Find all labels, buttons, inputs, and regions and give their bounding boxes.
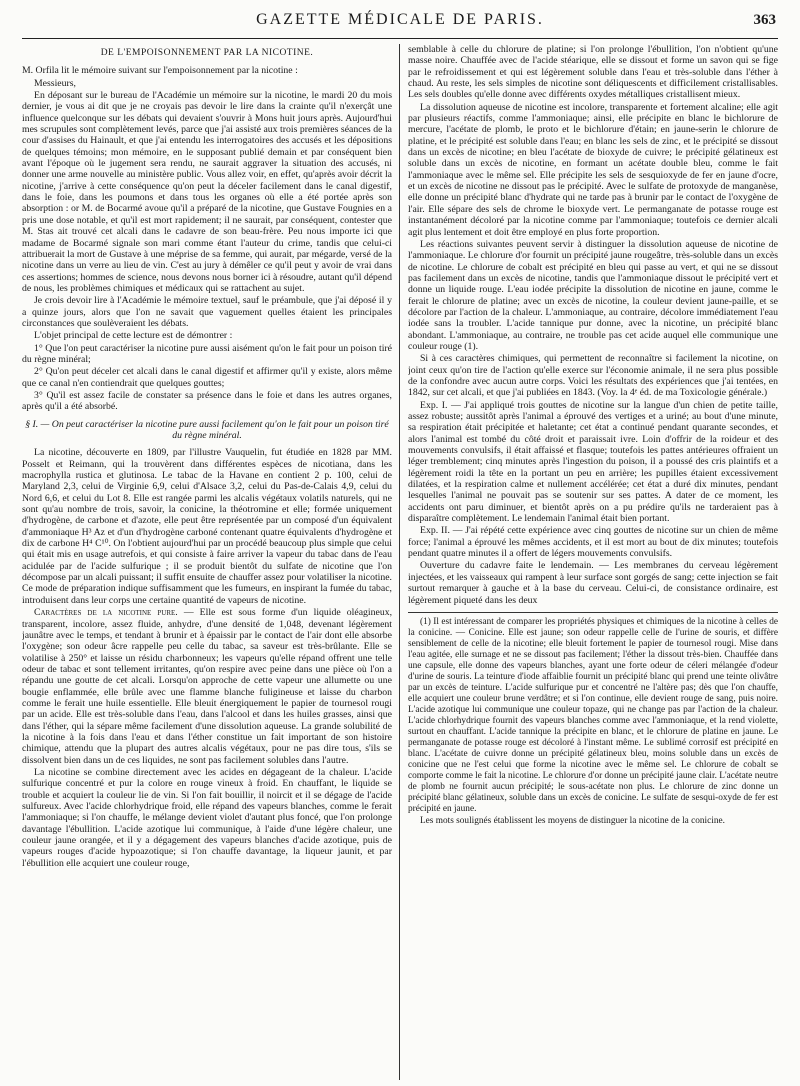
experiment-paragraph: Exp. II. — J'ai répété cette expérience avec cinq gouttes de nicotine sur un chien de même force; l'animal a éprouvé les mêmes accidents, et il est mort au bout de dix minutes; toutefois pendant quatre minutes il a offert de légers mouvements convulsifs. [408,525,778,560]
section-heading: § I. — On peut caractériser la nicotine pure aussi facilement qu'on le fait pour un poison tiré du règne minéral. [25,418,389,441]
footnote: (1) Il est intéressant de comparer les propriétés physiques et chimiques de la nicotine à celles de la conicine. — Conicine. Elle est jaune; son odeur rappelle celle de l'urine de souris, et diffère sensiblement de celle de la nicotine; elle bleuit fortement le papier de tournesol rougi. Mise dans l'eau agitée, elle surnage et ne se dissout pas facilement; l'éther la dissout très-bien. Chauffée dans une capsule, elle donne des vapeurs blanches, ayant une forte odeur de céleri mélangée d'odeur d'urine de souris. La teinture d'iode affaiblie fournit un précipité blanc qui prend une teinte olivâtre par un excès de teinture. L'acide sulfurique pur et concentré ne l'altère pas; dès que l'on chauffe, elle acquiert une couleur brune verdâtre; et si l'on continue, elle devient rouge de sang, puis noire. L'acide azotique lui communique une couleur topaze, qui ne change pas par l'action de la chaleur. L'acide chlorhydrique fournit des vapeurs blanches comme avec l'ammoniaque, et la rend violette, surtout en chauffant. L'acide tannique la précipite en blanc, et le chlorure de platine en jaune. Le permanganate de potasse rouge est décoloré à l'instant même. Le sublimé corrosif est précipité en blanc. L'acétate de cuivre donne un précipité gélatineux bleu, moins soluble dans un excès de conicine que ne l'est celui que forme la nicotine avec le même sel. Le chlorure de cobalt se comporte comme le fait la nicotine. Le chlorure d'or donne un précipité jaune clair. L'acétate neutre de plomb ne fournit aucun précipité; le sous-acétate non plus. Le chlorure de zinc donne un précipité blanc gélatineux, soluble dans un excès de conicine. Le sulfate de sesqui-oxyde de fer est précipité en jaune. [408,616,778,814]
subheading: Caractères de la nicotine pure. [34,607,178,619]
body-paragraph: — Elle est sous forme d'un liquide oléagineux, transparent, incolore, assez fluide, anhydre, d'une densité de 1,048, devenant légèrement jaunâtre avec le temps, et tendant à brunir et à épaissir par le contact de l'air dont elle absorbe l'oxygène; son odeur âcre rappelle peu celle du tabac, sa saveur est très-brûlante. Elle se volatilise à 250° et laisse un résidu charbonneux; les vapeurs qu'elle répand offrent une telle odeur de tabac et sont tellement irritantes, qu'on respire avec peine dans une pièce où l'on a répandu une goutte de cet alcali. Lorsqu'on approche de cette vapeur une allumette ou une bougie enflammée, elle brûle avec une flamme blanche fuligineuse et laisse du charbon comme le ferait une huile essentielle. Elle bleuit énergiquement le papier de tournesol rougi par un acide. Elle est très-soluble dans l'eau, dans l'alcool et dans les huiles grasses, ainsi que dans l'éther, qui la sépare même facilement d'une dissolution aqueuse. La grande solubilité de la nicotine à la fois dans l'eau et dans l'éther constitue un fait important de son histoire chimique, attendu que la plupart des autres alcalis végétaux, pour ne pas dire tous, s'ils se dissolvent bien dans un de ces liquides, ne sont pas facilement solubles dans l'autre. [22,607,392,766]
body-paragraph: semblable à celle du chlorure de platine; si l'on prolonge l'ébullition, l'on n'obtient qu'une masse noire. Chauffée avec de l'acide stéarique, elle se dissout et forme un savon qui se fige par le refroidissement et qui est légèrement soluble dans l'eau et très-soluble dans l'éther à chaud. Au reste, les sels simples de nicotine sont déliquescents et difficilement cristallisables. Les sels doubles qu'elle donne avec différents oxydes métalliques cristallisent mieux. [408,44,778,101]
journal-title: GAZETTE MÉDICALE DE PARIS. [256,11,544,28]
body-paragraph: En déposant sur le bureau de l'Académie un mémoire sur la nicotine, le mardi 20 du mois dernier, je vous ai dit que je ne croyais pas devoir le lire dans la crainte qu'il n'exerçât une influence quelconque sur les débats qui devaient s'ouvrir à Mons huit jours après. Aujourd'hui mes scrupules sont complètement levés, parce que j'ai assisté aux trois premières séances de la cour d'assises du Hainault, et que j'ai entendu les interrogatoires des accusés et les dépositions de quelques témoins; mon mémoire, en le supposant publié demain et par conséquent bien avant l'époque où le jugement sera rendu, ne saurait aggraver la situation des accusés, ni donner une arme nouvelle au ministère public. Vous allez voir, en effet, qu'après avoir décrit la nicotine, j'arrive à cette conséquence qu'on peut la déceler facilement dans le canal digestif, dans le foie, dans les poumons et dans tous les organes où elle a été portée après son absorption : or M. de Bocarmé avoue qu'il a préparé de la nicotine, que Gustave Fougnies en a pris une dose notable, et qu'il est mort rapidement; il ne saurait, par conséquent, contester que M. Stas ait trouvé cet alcali dans le cadavre de son beau-frère. Peu nous importe ici que madame de Bocarmé signale son mari comme étant l'auteur du crime, tandis que celui-ci attribuerait la mort de Gustave à une méprise de sa femme, qui aurait, par mégarde, versé de la nicotine dans un verre au lieu de vin. C'est au jury à démêler ce qu'il peut y avoir de vrai dans ces assertions; hommes de science, nous devons nous borner ici à résoudre, autant qu'il dépend de nous, les problèmes chimiques et médicaux qui se rattachent au sujet. [22,90,392,294]
body-paragraph: La dissolution aqueuse de nicotine est incolore, transparente et fortement alcaline; elle agit par plusieurs réactifs, comme l'ammoniaque; ainsi, elle précipite en blanc le bichlorure de mercure, l'acétate de plomb, le proto et le bichlorure d'étain; en jaune-serin le chlorure de platine, et le précipité est soluble dans l'eau; en blanc les sels de zinc, et le précipité se dissout dans un excès de nicotine; en bleu l'acétate de bioxyde de cuivre; le précipité gélatineux est soluble dans un excès de nicotine, en formant un acétate double bleu, comme le fait l'ammoniaque avec le même sel. Elle précipite les sels de sesquioxyde de fer en jaune d'ocre, et un excès de nicotine ne dissout pas le précipité. Avec le sulfate de protoxyde de manganèse, elle donne un précipité blanc d'hydrate qui ne tarde pas à brunir par le contact de l'oxygène de l'air. Elle sépare des sels de chrome le bioxyde vert. Le permanganate de potasse rouge est instantanément décoloré par la nicotine comme par l'ammoniaque; toutefois ce dernier alcali agit plus lentement et doit être employé en plus forte proportion. [408,101,778,238]
section-title: DE L'EMPOISONNEMENT PAR LA NICOTINE. [100,48,314,58]
page-header [22,8,778,39]
body-paragraph: Ouverture du cadavre faite le lendemain. — Les membranes du cerveau légèrement injectées, et les vaisseaux qui rampent à leur surface sont gorgés de sang; cette injection se fait surtout remarquer à gauche et à la base du cerveau. Celui-ci, de consistance ordinaire, est légèrement piqueté dans les deux [408,560,778,606]
body-paragraph: La nicotine, découverte en 1809, par l'illustre Vauquelin, fut étudiée en 1828 par MM. Posselt et Reimann, qui la trouvèrent dans différentes espèces de nicotiana, dans les macrophylla rustica et glutinosa. Le tabac de la Havane en contient 2 p. 100, celui de Maryland 2,3, celui de Virginie 6,9, celui d'Alsace 3,2, celui du Pas-de-Calais 4,9, celui du Nord 6,6, et celui du Lot 8. Elle est rangée parmi les alcalis végétaux volatils naturels, qui ne sont qu'au nombre de trois, savoir, la conicine, la théotromine et elle; formée uniquement d'hydrogène, de carbone et d'azote, elle peut être représentée par un composé d'un équivalent d'ammoniaque H³ Az et d'un d'hydrogène carboné contenant quatre équivalents d'hydrogène et dix de carbone H⁴ C¹⁰. On l'obtient aujourd'hui par un procédé beaucoup plus simple que celui qui était mis en usage autrefois, et qui consiste à faire arriver la vapeur du tabac dans de l'eau acidulée par de l'acide sulfurique ; il se produit bientôt du sulfate de nicotine que l'on décompose par un alcali puissant; il suffit ensuite de chauffer assez pour volatiliser la nicotine. Ce mode de préparation indique suffisamment que les fumeurs, en inspirant la fumée du tabac, introduisent dans leur corps une certaine quantité de vapeurs de nicotine. [22,447,392,606]
body-paragraph: L'objet principal de cette lecture est de démontrer : [34,330,233,342]
footnote-separator [408,612,778,613]
footnote: Les mots soulignés établissent les moyens de distinguer la nicotine de la conicine. [420,815,725,826]
column-separator [399,44,400,1080]
body-paragraph: Si à ces caractères chimiques, qui permettent de reconnaître si facilement la nicotine, on joint ceux qu'on tire de l'action qu'elle exerce sur l'économie animale, il ne sera plus possible de la confondre avec aucun autre corps. Voici les résultats des expériences que j'ai tentées, en 1842, sur cet alcali, et que j'ai publiées en 1843. (Voy. la 4ᵉ éd. de ma Toxicologie générale.) [408,353,778,399]
list-item: 3° Qu'il est assez facile de constater sa présence dans le foie et dans les autres organes, après qu'il a été absorbé. [22,389,392,413]
body-paragraph: Je crois devoir lire à l'Académie le mémoire textuel, sauf le préambule, que j'ai déposé il y a quinze jours, alors que l'on ne savait que vaguement quelles étaient les principales circonstances que soulèveraient les débats. [22,295,392,329]
right-column [408,44,778,1080]
list-item: 2° Qu'on peut déceler cet alcali dans le canal digestif et affirmer qu'il y existe, alors même que ce canal n'en contiendrait que quelques gouttes; [22,366,392,389]
salutation: Messieurs, [34,77,76,89]
left-column [22,44,392,1080]
body-paragraph: La nicotine se combine directement avec les acides en dégageant de la chaleur. L'acide sulfurique concentré et pur la colore en rouge vineux à froid. En chauffant, le liquide se trouble et acquiert la couleur lie de vin. Si l'on fait bouillir, il noircit et il se dégage de l'acide sulfureux. Avec l'acide chlorhydrique froid, elle répand des vapeurs blanches, comme le ferait l'ammoniaque; si l'on chauffe, le mélange devient violet d'autant plus foncé, que l'on prolonge davantage l'ébullition. L'acide azotique lui communique, à l'aide d'une légère chaleur, une couleur jaune orangée, et il y a dégagement des vapeurs blanches d'acide azotique, puis de vapeurs rouges d'acide hypoazotique; si l'on chauffe davantage, la liqueur jaunit, et par l'ébullition elle acquiert une couleur rouge, [22,766,392,869]
page-number: 363 [753,12,776,28]
intro-paragraph: M. Orfila lit le mémoire suivant sur l'empoisonnement par la nicotine : [22,65,298,77]
body-paragraph: Les réactions suivantes peuvent servir à distinguer la dissolution aqueuse de nicotine de l'ammoniaque. Le chlorure d'or fournit un précipité jaune rougeâtre, très-soluble dans un excès de nicotine. Le chlorure de cobalt est précipité en bleu qui passe au vert, et qui ne se dissout pas facilement dans un excès de nicotine, tandis que l'ammoniaque dissout le précipité vert et donne un liquide rouge. L'eau iodée précipite la dissolution de nicotine en jaune, comme le ferait le chlorure de platine; avec un excès de nicotine, la couleur devient jaune-paille, et se décolore par l'action de la chaleur. L'ammoniaque, au contraire, décolore immédiatement l'eau iodée sans la troubler. L'acide tannique pur donne, avec la nicotine, un précipité blanc abondant. L'ammoniaque, au contraire, ne trouble pas cet acide auquel elle communique une couleur rouge (1). [408,238,778,352]
list-item: 1° Que l'on peut caractériser la nicotine pure aussi aisément qu'on le fait pour un poison tiré du règne minéral; [22,342,392,365]
experiment-paragraph: Exp. I. — J'ai appliqué trois gouttes de nicotine sur la langue d'un chien de petite taille, assez robuste; aussitôt après l'animal a éprouvé des vertiges et a uriné; au bout d'une minute, sa respiration était précipitée et haletante; cet état a continué pendant quarante secondes, et alors l'animal est tombé du côté droit et paraissait ivre. Loin d'offrir de la roideur et des mouvements convulsifs, il était affaissé et flasque; toutefois les pattes antérieures offraient un léger tremblement; cinq minutes après l'ingestion du poison, il a poussé des cris plaintifs et a légèrement roidi la tête en la portant un peu en arrière; les pupilles étaient excessivement dilatées, et la respiration calme et nullement accélérée; cet état a duré dix minutes, pendant lesquelles l'animal ne pouvait pas se soutenir sur ses pattes. A dater de ce moment, les accidents ont paru diminuer, et bientôt après on a pu prédire qu'ils ne tarderaient pas à disparaître complètement. Le lendemain l'animal était bien portant. [408,399,778,525]
